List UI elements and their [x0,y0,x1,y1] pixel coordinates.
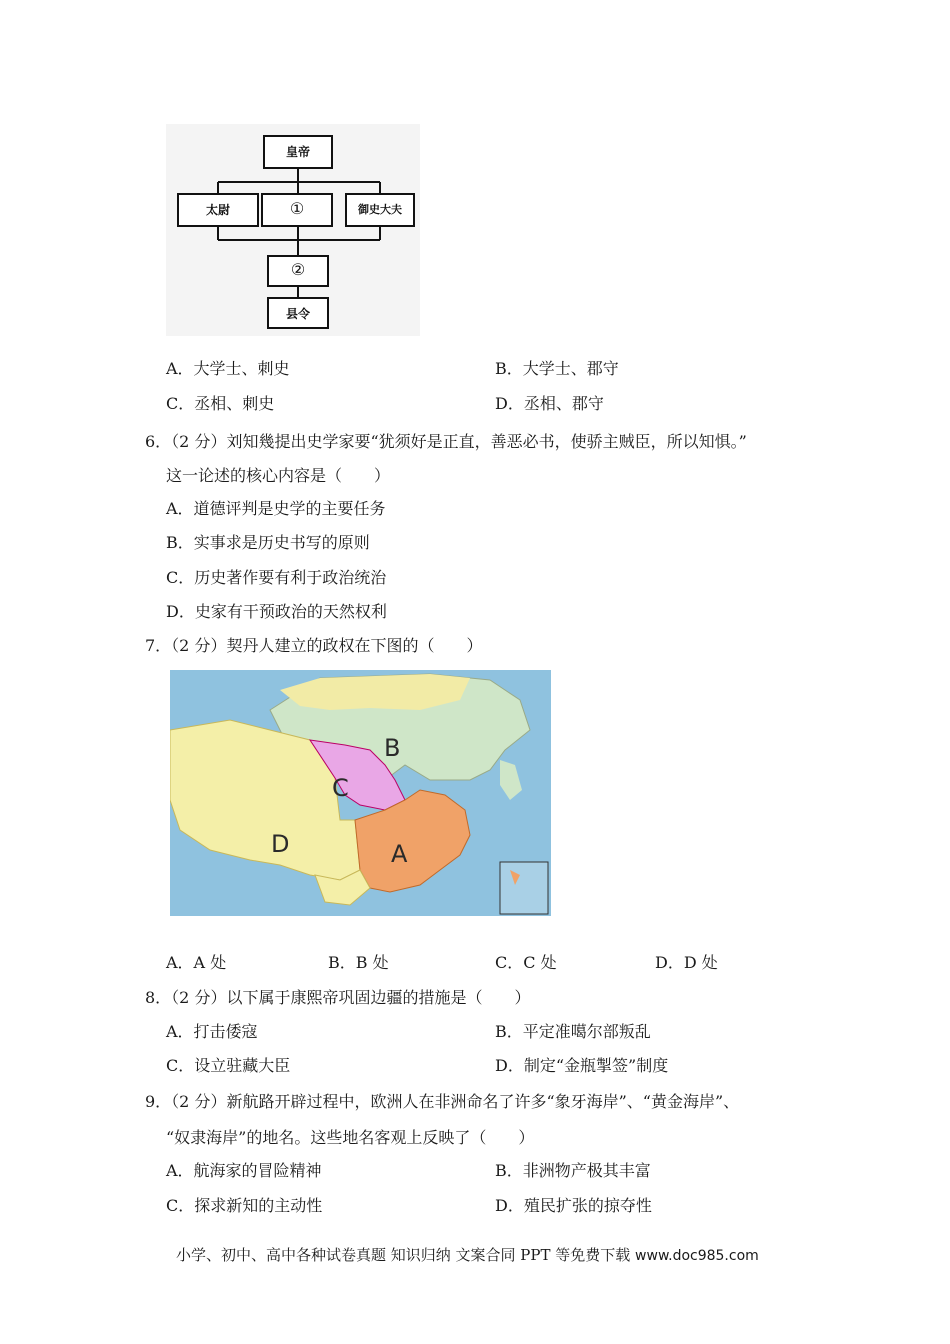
q5-option-b[interactable]: B．大学士、郡守 [495,359,619,378]
org-taiwei-label: 太尉 [205,203,230,217]
footer-url[interactable]: www.doc985.com [635,1248,759,1264]
q9-option-c[interactable]: C．探求新知的主动性 [166,1196,323,1215]
org-emperor-label: 皇帝 [285,145,310,159]
q8-option-a[interactable]: A．打击倭寇 [166,1022,258,1041]
map-label-c: C [332,774,349,802]
q6-stem-line2: 这一论述的核心内容是（ ） [166,466,391,485]
q9-option-b[interactable]: B．非洲物产极其丰富 [495,1161,651,1180]
map-label-b: B [384,734,401,762]
org-one-label: ① [289,199,305,218]
q9-option-d[interactable]: D．殖民扩张的掠夺性 [495,1196,652,1215]
q6-stem-line1: 6．（2 分）刘知幾提出史学家要“犹须好是正直，善恶必书，使骄主贼臣，所以知惧。” [145,432,747,451]
q7-stem: 7．（2 分）契丹人建立的政权在下图的（ ） [145,636,483,655]
q7-option-a[interactable]: A．A 处 [166,953,227,972]
q8-option-c[interactable]: C．设立驻藏大臣 [166,1056,291,1075]
page-footer [176,1244,759,1267]
q6-option-d[interactable]: D．史家有干预政治的天然权利 [166,602,387,621]
q6-option-b[interactable]: B．实事求是历史书写的原则 [166,533,370,552]
q9-stem-line1: 9．（2 分）新航路开辟过程中，欧洲人在非洲命名了许多“象牙海岸”、“黄金海岸”、 [145,1092,740,1111]
q5-option-c[interactable]: C．丞相、刺史 [166,394,275,413]
q5-option-a[interactable]: A．大学士、刺史 [166,359,290,378]
q9-stem-line2: “奴隶海岸”的地名。这些地名客观上反映了（ ） [166,1128,535,1147]
q8-option-b[interactable]: B．平定准噶尔部叛乱 [495,1022,651,1041]
q7-option-b[interactable]: B．B 处 [328,953,389,972]
q8-stem: 8．（2 分）以下属于康熙帝巩固边疆的措施是（ ） [145,988,531,1007]
qin-bureaucracy-chart [166,124,420,336]
map-label-d: D [271,830,290,858]
map-label-a: A [391,840,408,868]
q6-option-c[interactable]: C．历史著作要有利于政治统治 [166,568,387,587]
org-two-label: ② [290,260,306,279]
map-regions [170,670,551,916]
q7-option-d[interactable]: D．D 处 [655,953,718,972]
map-inset [500,862,548,914]
q8-option-d[interactable]: D．制定“金瓶掣签”制度 [495,1056,669,1075]
q5-option-d[interactable]: D．丞相、郡守 [495,394,604,413]
q9-option-a[interactable]: A．航海家的冒险精神 [166,1161,322,1180]
q7-option-c[interactable]: C．C 处 [495,953,557,972]
q6-option-a[interactable]: A．道德评判是史学的主要任务 [166,499,386,518]
song-liao-xixia-map [170,670,551,916]
org-yushi-label: 御史大夫 [358,203,402,216]
footer-text: 小学、初中、高中各种试卷真题 知识归纳 文案合同 PPT 等免费下载 [176,1246,631,1264]
org-xianling-label: 县令 [285,307,310,321]
